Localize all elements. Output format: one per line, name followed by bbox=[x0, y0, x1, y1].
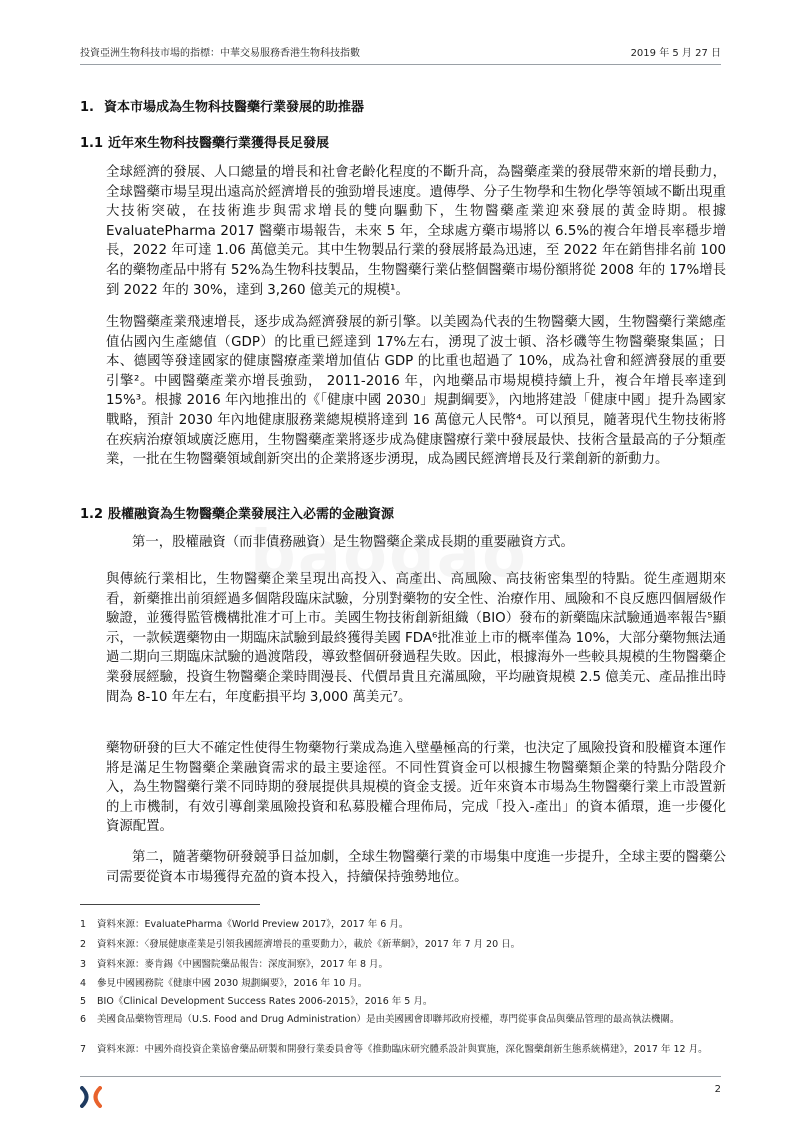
footnote-number: 7 bbox=[80, 1044, 87, 1055]
footnote-number: 4 bbox=[80, 978, 87, 989]
footnote-1 bbox=[80, 918, 728, 931]
subsection-number: 1.2 bbox=[80, 507, 104, 522]
footnote-text: 資料來源：中國外商投資企業協會藥品研製和開發行業委員會等《推動臨床研究體系設計與實施，深化醫藥創新生態系統構建》，2017 年 12 月。 bbox=[97, 1044, 708, 1055]
footnote-number: 3 bbox=[80, 959, 87, 970]
header-divider bbox=[80, 64, 721, 65]
footnote-number: 2 bbox=[80, 939, 87, 950]
footnote-3 bbox=[80, 958, 728, 971]
footnote-5 bbox=[80, 995, 728, 1008]
footer-divider bbox=[80, 1076, 721, 1077]
subsection-title-text: 股權融資為生物醫藥企業發展注入必需的金融資源 bbox=[108, 507, 395, 522]
running-header-date: 2019 年 5 月 27 日 bbox=[630, 48, 721, 59]
subsection-heading-1-2 bbox=[80, 503, 394, 522]
footnote-text: 資料來源：〈發展健康產業是引領我國經濟增長的重要動力〉，載於《新華網》，2017 年 7 月 20 日。 bbox=[97, 939, 521, 950]
footnote-6 bbox=[80, 1013, 728, 1026]
footnote-text: 資料來源：麥肯錫《中國醫院藥品報告：深度洞察》，2017 年 8 月。 bbox=[97, 959, 389, 970]
footnote-text: 美國食品藥物管理局（U.S. Food and Drug Administration）是由美國國會即聯邦政府授權，專門從事食品與藥品管理的最高執法機關。 bbox=[97, 1014, 680, 1025]
running-header-title: 投資亞洲生物科技市場的指標：中華交易服務香港生物科技指數 bbox=[80, 48, 360, 59]
footnote-number: 5 bbox=[80, 996, 87, 1007]
section-number: 1. bbox=[80, 100, 94, 115]
footnote-text: 資料來源：EvaluatePharma《World Preview 2017》，2017 年 6 月。 bbox=[97, 919, 409, 930]
footnote-divider bbox=[80, 904, 260, 905]
paragraph-global-growth: 全球經濟的發展、人口總量的增長和社會老齡化程度的不斷升高，為醫藥產業的發展帶來新的增長動力，全球醫藥市場呈現出遠高於經濟增長的強勁增長速度。遺傳學、分子生物學和生物化學等領域不斷出現重大技術突破，在技術進步與需求增長的雙向驅動下，生物醫藥產業迎來發展的黃金時期。根據 EvaluatePharma 2017 醫藥市場報告，未來 5 年，全球處方藥市場將以 6.5%的複合年增長率穩步增長，2022 年可達 1.06 萬億美元。其中生物製品行業的發展將最為迅速，至 2022 年在銷售排名前 100 名的藥物產品中將有 52%為生物科技製品，生物醫藥行業佔整個醫藥市場份額將從 2008 年的 17%增長到 2022 年的 30%，達到 3,260 億美元的規模¹。 bbox=[106, 165, 726, 298]
paragraph-rd-uncertainty: 藥物研發的巨大不確定性使得生物藥物行業成為進入壁壘極高的行業，也決定了風險投資和股權資本運作將是滿足生物醫藥企業融資需求的最主要途徑。不同性質資金可以根據生物醫藥類企業的特點分階段介入，為生物醫藥行業不同時期的發展提供具規模的資金支援。近年來資本市場為生物醫藥行業上市設置新的上市機制，有效引導創業風險投資和私募股權合理佈局，完成「投入-產出」的資本循環，進一步優化資源配置。 bbox=[106, 741, 726, 835]
paragraph-industry-engine: 生物醫藥產業飛速增長，逐步成為經濟發展的新引擎。以美國為代表的生物醫藥大國，生物醫藥行業總產值佔國內生產總值（GDP）的比重已經達到 17%左右，湧現了波士頓、洛杉磯等生物醫藥聚集區；日本、德國等發達國家的健康醫療產業增加值佔 GDP 的比重也超過了 10%，成為社會和經濟發展的重要引擎²。中國醫藥產業亦增長強勁， 2011-2016 年，內地藥品市場規模持續上升，複合年增長率達到 15%³。根據 2016 年內地推出的《「健康中國 2030」規劃綱要》，內地將建設「健康中國」提升為國家戰略，預計 2030 年內地健康服務業總規模將達到 16 萬億元人民幣⁴。可以預見，隨著現代生物技術將在疾病治療領域廣泛應用，生物醫藥產業將逐步成為健康醫療行業中發展最快、技術含量最高的子分類產業，一批在生物醫藥領域創新突出的企業將逐步湧現，成為國民經濟增長及行業創新的新動力。 bbox=[106, 315, 726, 468]
section-title-text: 資本市場成為生物科技醫藥行業發展的助推器 bbox=[104, 100, 365, 115]
footnote-7 bbox=[80, 1043, 728, 1056]
footnote-text: BIO《Clinical Development Success Rates 2006-2015》，2016 年 5 月。 bbox=[97, 996, 433, 1007]
page-number: 2 bbox=[714, 1084, 721, 1095]
logo-arc-left bbox=[82, 1088, 87, 1106]
footnote-text: 參見中國國務院《健康中國 2030 規劃綱要》，2016 年 10 月。 bbox=[97, 978, 368, 989]
footnote-number: 6 bbox=[80, 1014, 87, 1025]
footnote-4 bbox=[80, 977, 728, 990]
subsection-heading-1-1 bbox=[80, 132, 329, 151]
subsection-title-text: 近年來生物科技醫藥行業獲得長足發展 bbox=[108, 136, 330, 151]
paragraph-equity-financing: 第一，股權融資（而非債務融資）是生物醫藥企業成長期的重要融資方式。 bbox=[132, 535, 574, 550]
footnote-2 bbox=[80, 938, 728, 951]
section-heading bbox=[80, 96, 364, 115]
logo-arc-right bbox=[96, 1088, 101, 1106]
hkex-logo-icon bbox=[80, 1086, 102, 1108]
footnote-number: 1 bbox=[80, 919, 87, 930]
paragraph-industry-characteristics: 與傳統行業相比，生物醫藥企業呈現出高投入、高產出、高風險、高技術密集型的特點。從生產週期來看，新藥推出前須經過多個階段臨床試驗，分別對藥物的安全性、治療作用、風險和不良反應四個層級作驗證，並獲得監管機構批准才可上市。美國生物技術創新組織（BIO）發布的新藥臨床試驗通過率報告⁵顯示，一款候選藥物由一期臨床試驗到最終獲得美國 FDA⁶批准並上市的概率僅為 10%，大部分藥物無法通過二期向三期臨床試驗的過渡階段，導致整個研發過程失敗。因此，根據海外一些較具規模的生物醫藥企業發展經驗，投資生物醫藥企業時間漫長、代價昂貴且充滿風險，平均融資規模 2.5 億美元、產品推出時間為 8-10 年左右，年度虧損平均 3,000 萬美元⁷。 bbox=[106, 572, 726, 705]
paragraph-market-concentration: 第二，隨著藥物研發競爭日益加劇，全球生物醫藥行業的市場集中度進一步提升，全球主要的醫藥公司需要從資本市場獲得充盈的資本投入，持續保持強勢地位。 bbox=[106, 850, 726, 885]
subsection-number: 1.1 bbox=[80, 136, 104, 151]
